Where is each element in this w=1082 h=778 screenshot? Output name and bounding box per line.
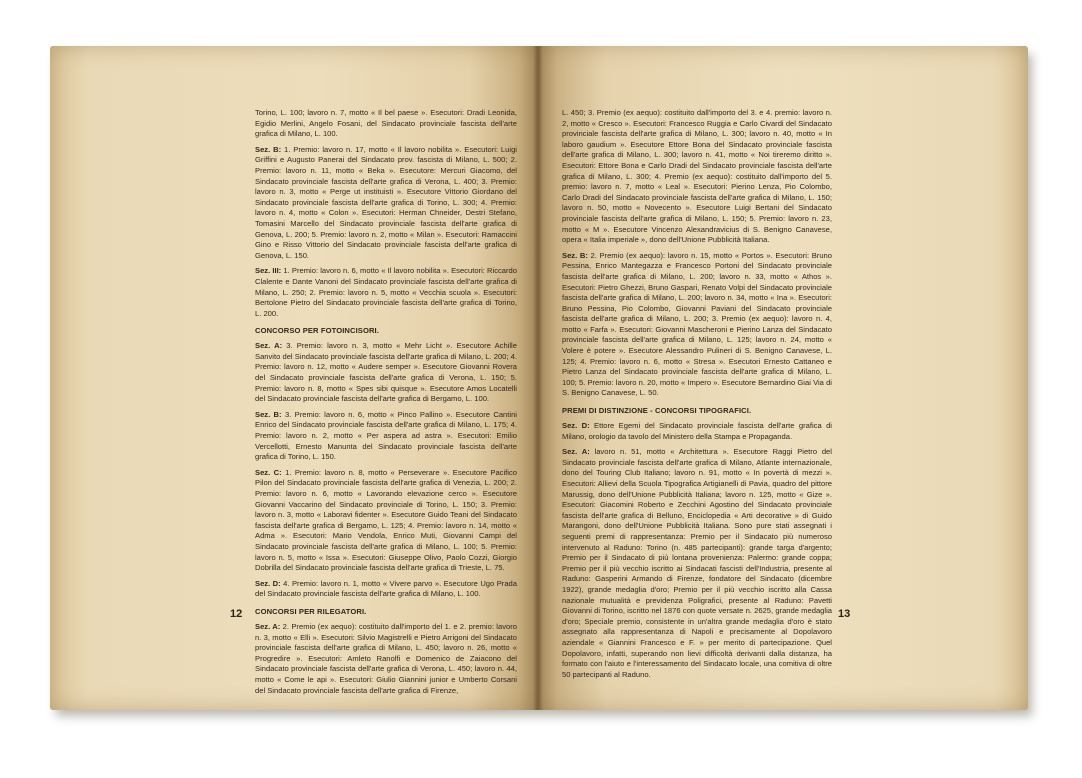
paragraph-body: Torino, L. 100; lavoro n. 7, motto « Il bel paese ». Esecutori: Dradi Leonida, Egidio Merlini, Angelo Fosani, del Sindacato provinciale fascista dell'arte grafica di Milano, L. 100. [255,108,517,139]
paragraph [255,145,517,262]
section-label: Sez. B: [562,250,588,260]
paragraph [562,447,832,680]
page-number-right: 13 [838,608,851,620]
paragraph-body: 1. Premio: lavoro n. 6, motto « Il lavoro nobilita ». Esecutori: Riccardo Clalente e Dante Vanoni del Sindacato provinciale fascista dell'arte grafica di Milano, L. 250; 2. Premio: lavoro n. 5, motto « Vecchia scuola ». Esecutori: Bertolone Pietro del Sindacato provinciale fascista dell'arte grafica di Torino, L. 200. [255,266,517,318]
paragraph [255,579,517,600]
section-label: Sez. C: [255,467,282,477]
section-label: Sez. B: [255,409,282,419]
paragraph [255,341,517,405]
paragraph-body: 2. Premio (ex aequo): costituito dall'importo del 1. e 2. premio: lavoro n. 3, motto « Elli ». Esecutori: Silvio Magistrelli e Pietro Arrigoni del Sindacato provinciale fascista dell'arte grafica di Milano, L. 450; lavoro n. 26, motto « Progredire ». Esecutori: Amleto Ranolfi e Domenico de Zaiacono del Sindacato provinciale fascista dell'arte grafica di Verona, L. 450; lavoro n. 44, motto « Come le api ». Esecutori: Giulio Giannini junior e Umberto Corsani del Sindacato provinciale fascista dell'arte grafica di Firenze, [255,621,517,695]
paragraph [255,108,517,140]
paragraph-body: 2. Premio (ex aequo): lavoro n. 15, motto « Portos ». Esecutori: Bruno Pessina, Enrico Mantegazza e Francesco Portoni del Sindacato provinciale fascista dell'arte grafica di Milano, L. 200; lavoro n. 33, motto « Athos ». Esecutori: Pietro Ghezzi, Bruno Gaspari, Renato Volpi del Sindacato provinciale fascista dell'arte grafica di Milano, L. 200; lavoro n. 34, motto « Ina ». Esecutori: Bruno Pessina, Pio Colombo, Giovanni Paviani del Sindacato provinciale fascista dell'arte grafica di Milano, L. 200; 3. Premio (ex aequo): lavoro n. 4, motto « Farfa ». Esecutori: Giovanni Mascheroni e Pierino Lanza del Sindacato provinciale fascista dell'arte grafica di Milano, L. 125; lavoro n. 24, motto « Volere è potere ». Esecutore Alessandro Pulineri di S. Benigno Canavese, L. 125; 4. Premio: lavoro n. 6, motto « Stresa ». Esecutori Ernesto Cattaneo e Pietro Lanza del Sindacato provinciale fascista dell'arte grafica di Milano, L. 100; 5. Premio: lavoro n. 20, motto « Impero ». Esecutore Bernardino Giai Via di S. Benigno Canavese, L. 50. [562,250,832,398]
paragraph [562,108,832,246]
section-label: Sez. D: [255,578,281,588]
book-gutter [533,46,543,710]
section-heading: PREMI DI DISTINZIONE - CONCORSI TIPOGRAFICI. [562,406,752,416]
left-page-text [255,108,517,701]
section-label: Sez. D: [562,421,590,431]
section-heading: CONCORSI PER RILEGATORI. [255,606,367,616]
right-page-text [562,108,832,685]
section-label: Sez. A: [255,341,283,351]
left-page [50,46,538,710]
section-label: Sez. A: [562,447,590,457]
paragraph [255,266,517,319]
paragraph-body: L. 450; 3. Premio (ex aequo): costituito dall'importo del 3. e 4. premio: lavoro n. 2, motto « Cresco ». Esecutori: Francesco Ruggia e Carlo Civardi del Sindacato provinciale fascista dell'arte grafica di Milano, L. 300; lavoro n. 40, motto « In laboro gaudium ». Esecutore Ettore Bona del Sindacato provinciale fascista dell'arte grafica di Milano, L. 300; lavoro n. 41, motto « Noi tireremo diritto ». Esecutori: Ettore Bona e Carlo Dradi del Sindacato provinciale fascista dell'arte grafica di Milano, L. 300; 4. Premio (ex aequo): costituito dall'importo del 5. premio: lavoro n. 7, motto « Leal ». Esecutori: Pierino Lenza, Pio Colombo, Carlo Dradi del Sindacato provinciale fascista dell'arte grafica di Milano, L. 150; lavoro n. 50, motto « Novecento ». Esecutore Luigi Bertani del Sindacato provinciale fascista dell'arte grafica di Milano, L. 150; 5. Premio: lavoro n. 23, motto « M ». Esecutore Vincenzo Alexandravicius di S. Benigno Canavese, opera « Italia imperiale », dono dell'Unione Pubblicità Italiana. [562,108,832,245]
paragraph-body: 3. Premio: lavoro n. 3, motto « Mehr Licht ». Esecutore Achille Sanvito del Sindacato provinciale fascista dell'arte grafica di Milano, L. 200; 4. Premio: lavoro n. 12, motto « Audere semper ». Esecutore Giovanni Rovera del Sindacato provinciale fascista dell'arte grafica di Verona, L. 150; 5. Premio: lavoro n. 8, motto « Spes sibi quisque ». Esecutore Amos Locatelli del Sindacato provinciale fascista dell'arte grafica di Bergamo, L. 100. [255,341,517,404]
paragraph [255,468,517,574]
paragraph-body: 3. Premio: lavoro n. 6, motto « Pinco Pallino ». Esecutore Cantini Enrico del Sindacato provinciale fascista dell'arte grafica di Milano, L. 175; 4. Premio: lavoro n. 2, motto « Per aspera ad astra ». Esecutori: Emilio Vercellotti, Ernesto Manunta del Sindacato provinciale fascista dell'arte grafica di Torino, L. 150. [255,409,517,462]
paragraph-body: Ettore Egemi del Sindacato provinciale fascista dell'arte grafica di Milano, orologio da tavolo del Ministero della Stampa e Propaganda. [562,421,832,441]
open-booklet [50,46,1028,710]
section-label: Sez. A: [255,621,281,631]
section-label: Sez. III: [255,266,282,276]
paragraph-body: 1. Premio: lavoro n. 17, motto « Il lavoro nobilita ». Esecutori: Luigi Griffini e Augusto Panerai del Sindacato prov. fascista di Milano, L. 500; 2. Premio: lavoro n. 11, motto « Beka ». Esecutore: Mercuri Giacomo, del Sindacato provinciale fascista dell'arte grafica di Verona, L. 400; 3. Premio: lavoro n. 3, motto « Perge ut instituisti ». Esecutore Vittorio Giordano del Sindacato provinciale fascista dell'arte grafica di Torino, L. 300; 4. Premio: lavoro n. 4, motto « Colon ». Esecutori: Herman Chneider, Destri Stefano, Tomasini Marcello del Sindacato provinciale fascista dell'arte grafica di Genova, L. 200; 5. Premio: lavoro n. 2, motto « Milan ». Esecutori: Ramaccini Gino e Risso Vittorio del Sindacato provinciale fascista dell'arte grafica di Genova, L. 150. [255,144,517,260]
paragraph-body: 4. Premio: lavoro n. 1, motto « Vivere parvo ». Esecutore Ugo Prada del Sindacato provinciale fascista dell'arte grafica di Milano, L. 100. [255,578,517,599]
section-heading: CONCORSO PER FOTOINCISORI. [255,326,379,336]
paragraph-body: lavoro n. 51, motto « Architettura ». Esecutore Raggi Pietro del Sindacato provinciale fascista dell'arte grafica di Milano, Atlante internazionale, dono del Touring Club Italiano; lavoro n. 91, motto « In povertà di mezzi ». Esecutori: Allievi della Scuola Tipografica Artigianelli di Pavia, quadro del pittore Marussig, dono dell'Unione Pubblicità Italiana; lavoro n. 125, motto « Gize ». Esecutori: Giacomini Roberto e Zecchini Agostino del Sindacato provinciale fascista dell'arte grafica di Belluno, Enciclopedia « Arti decorative » di Guido Marangoni, dono dell'Unione Pubblicità Italiana. Sono pure stati assegnati i seguenti premi di rappresentanza: Premio per il Sindacato più numeroso intervenuto al Raduno: Torino (n. 485 partecipanti): grande targa d'argento; Premio per il Sindacato di più lontana provenienza: Palermo: grande coppa; Premio per il più vecchio iscritto ai Sindacati fascisti dell'Industria, presente al Raduno: Gasperini Armando di Firenze, fondatore del Sindacato (dicembre 1922), grande medaglia d'oro; Premio per il più vecchio iscritto alla Cassa nazionale mutualità e previdenza Poligrafici, presente al Raduno: Pavetti Giovanni di Torino, iscritto nel 1876 con quote versate n. 2625, grande medaglia d'oro; Speciale premio, consistente in un'altra grande medaglia d'oro è stato assegnato alla rappresentanza di Napoli e precisamente al Dopolavoro aziendale « Giannini Francesco e F. » per merito di partecipazione. Quel Dopolavoro, infatti, superando non lievi difficoltà derivanti dalla distanza, ha formato con l'aiuto e l'interessamento del Sindacato locale, una comitiva di oltre 50 partecipanti al Raduno. [562,447,832,679]
page-number-left: 12 [230,608,243,620]
right-page [538,46,1028,710]
paragraph [562,421,832,442]
paragraph-body: 1. Premio: lavoro n. 8, motto « Perseverare ». Esecutore Pacifico Pilon del Sindacato provinciale fascista dell'arte grafica di Venezia, L. 200; 2. Premio: lavoro n. 6, motto « Lavorando elevazione cerco ». Esecutore Giovanni Vaccarino del Sindacato provinciale di Torino, L. 150; 3. Premio: lavoro n. 3, motto « Laboravi fidenter ». Esecutore Guido Teani del Sindacato fascista dell'arte grafica di Bergamo, L. 125; 4. Premio: lavoro n. 14, motto « Adma ». Esecutori: Mario Vendola, Enrico Muti, Giovanni Campi del Sindacato provinciale fascista dell'arte grafica di Milano, L. 100; 5. Premio: lavoro n. 5, motto « Issa ». Esecutori: Giuseppe Olivo, Paolo Cozzi, Giorgio Dobrilla del Sindacato provinciale fascista dell'arte grafica di Trieste, L. 75. [255,467,517,573]
paragraph [562,251,832,399]
paragraph [255,410,517,463]
section-label: Sez. B: [255,144,282,154]
paragraph [255,622,517,696]
